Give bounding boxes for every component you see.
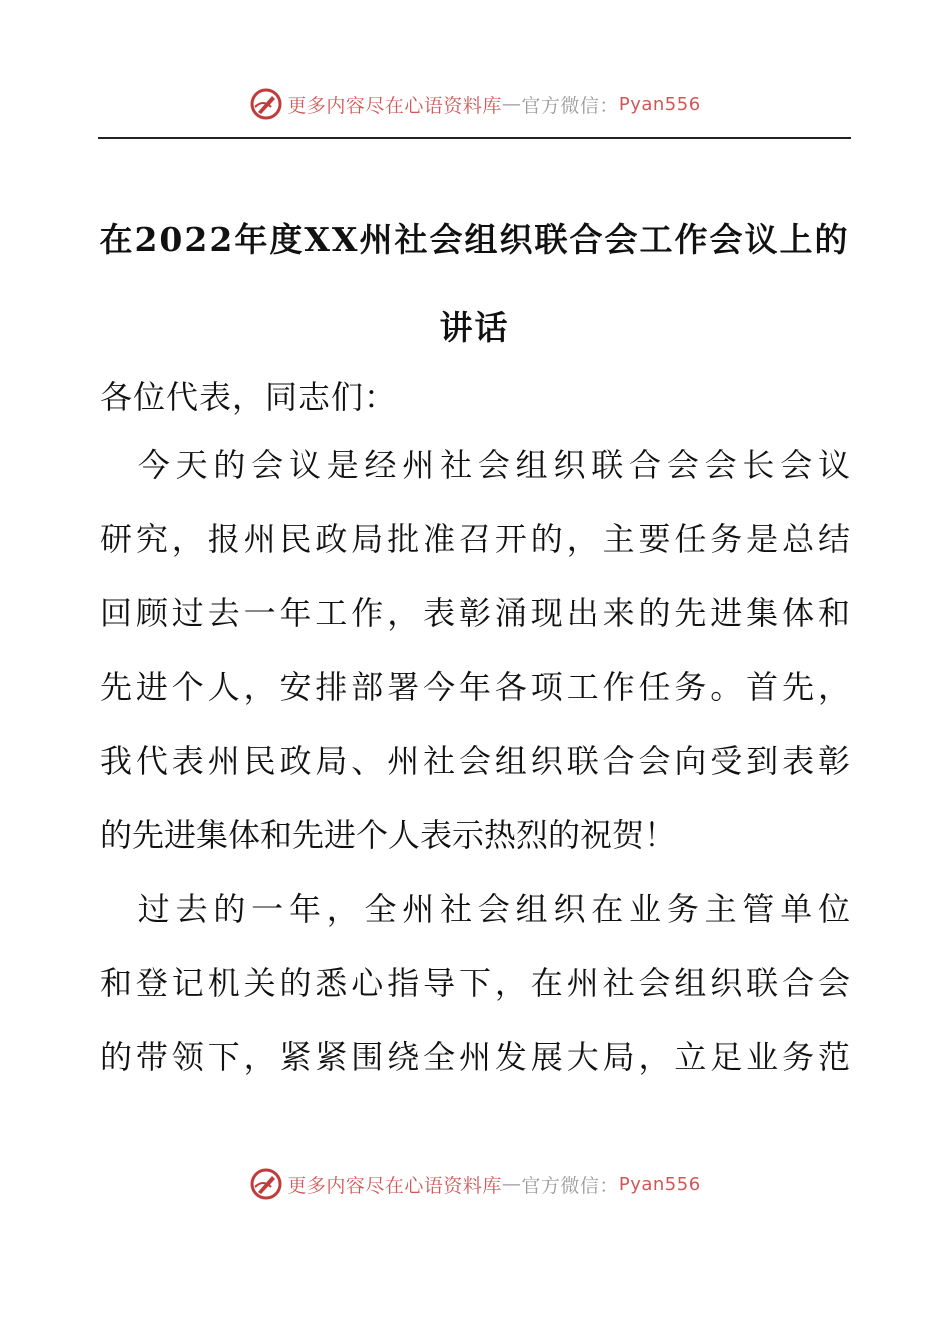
paragraph-line: 的先进集体和先进个人表示热烈的祝贺！ (100, 816, 677, 854)
title-line: 讲话 (439, 308, 510, 347)
paragraph-line: 和登记机关的悉心指导下，在州社会组织联合会 (100, 964, 850, 1002)
body-paragraph (100, 428, 850, 872)
watermark-wechat-id: Pyan556 (618, 93, 701, 115)
watermark-separator: — (501, 1173, 522, 1195)
salutation: 各位代表，同志们： (100, 378, 398, 416)
pen-logo-icon (249, 87, 283, 121)
paragraph-line: 我代表州民政局、州社会组织联合会向受到表彰 (100, 742, 850, 780)
watermark-wechat-label: 官方微信： (521, 94, 619, 117)
header-watermark (0, 84, 950, 124)
watermark-site-text: 更多内容尽在心语资料库 (287, 1174, 502, 1197)
paragraph-line: 过去的一年，全州社会组织在业务主管单位 (100, 890, 850, 928)
title-line: 在2022年度XX州社会组织联合会工作会议上的 (99, 220, 850, 259)
paragraph-line: 研究，报州民政局批准召开的，主要任务是总结 (100, 520, 850, 558)
footer-watermark (0, 1164, 950, 1204)
document-title (98, 196, 851, 372)
watermark-wechat-id: Pyan556 (618, 1173, 701, 1195)
watermark-site-text: 更多内容尽在心语资料库 (287, 94, 502, 117)
paragraph-line: 回顾过去一年工作，表彰涌现出来的先进集体和 (100, 594, 850, 632)
body-paragraph (100, 872, 850, 1094)
watermark-wechat-label: 官方微信： (521, 1174, 619, 1197)
paragraph-line: 先进个人，安排部署今年各项工作任务。首先， (100, 668, 850, 706)
paragraph-line: 今天的会议是经州社会组织联合会会长会议 (100, 446, 850, 484)
header-divider (98, 137, 851, 139)
watermark-separator: — (501, 93, 522, 115)
pen-logo-icon (249, 1167, 283, 1201)
paragraph-line: 的带领下，紧紧围绕全州发展大局，立足业务范 (100, 1038, 850, 1076)
